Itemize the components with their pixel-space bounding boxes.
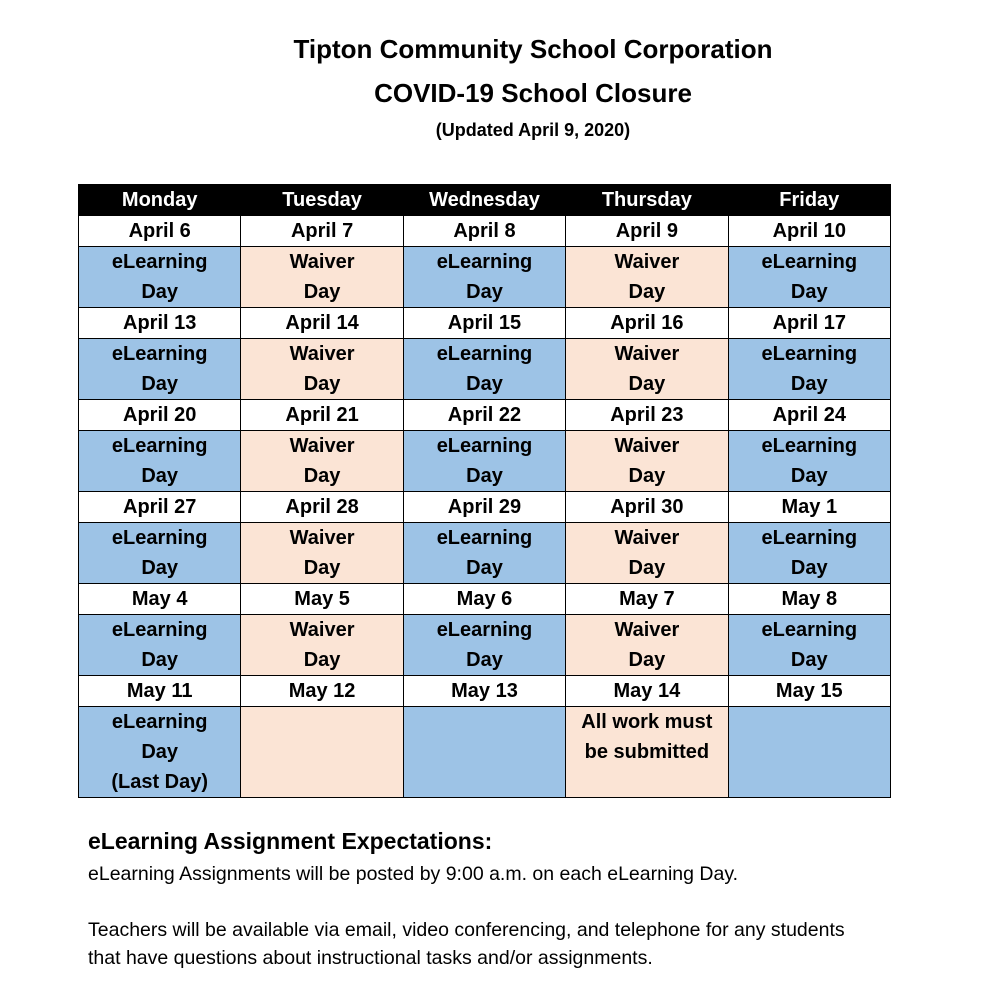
day-type-label: Day bbox=[466, 557, 503, 579]
day-type-label: Day bbox=[141, 741, 179, 763]
elearning-day-cell bbox=[403, 615, 565, 676]
day-type-label: Day bbox=[628, 557, 666, 579]
day-type-label: eLearning bbox=[436, 343, 533, 365]
elearning-day-cell bbox=[728, 707, 890, 798]
day-type-label: eLearning bbox=[111, 251, 208, 273]
elearning-day-cell bbox=[403, 523, 565, 584]
day-type-label: Day bbox=[303, 465, 341, 487]
day-type-label: Waiver bbox=[614, 435, 680, 457]
day-type-row bbox=[79, 339, 891, 400]
day-type-label: eLearning bbox=[436, 619, 533, 641]
day-type-row bbox=[79, 431, 891, 492]
waiver-day-cell bbox=[241, 431, 403, 492]
day-type-label: Day bbox=[141, 281, 179, 303]
date-cell: May 7 bbox=[566, 584, 728, 615]
waiver-day-cell bbox=[566, 339, 728, 400]
date-cell: May 5 bbox=[241, 584, 403, 615]
expectations-title: eLearning Assignment Expectations: bbox=[88, 828, 493, 854]
day-type-label: Day bbox=[141, 373, 179, 395]
day-type-label: Day bbox=[466, 373, 503, 395]
elearning-day-cell bbox=[79, 615, 241, 676]
day-type-label: Day bbox=[303, 373, 341, 395]
expectations-teachers: Teachers will be available via email, video conferencing, and telephone for any students bbox=[88, 919, 845, 941]
day-type-row bbox=[79, 615, 891, 676]
waiver-day-cell bbox=[566, 247, 728, 308]
expectations-posting: eLearning Assignments will be posted by 9:00 a.m. on each eLearning Day. bbox=[88, 863, 739, 885]
date-row bbox=[79, 584, 891, 615]
waiver-day-cell bbox=[241, 523, 403, 584]
date-cell: April 15 bbox=[403, 308, 565, 339]
waiver-day-cell bbox=[241, 247, 403, 308]
waiver-day-cell bbox=[241, 707, 403, 798]
waiver-day-cell bbox=[566, 523, 728, 584]
elearning-day-cell bbox=[728, 431, 890, 492]
day-type-label: eLearning bbox=[111, 711, 208, 733]
closure-calendar bbox=[78, 184, 891, 798]
org-title: Tipton Community School Corporation bbox=[293, 34, 773, 64]
day-type-label: eLearning bbox=[761, 251, 858, 273]
day-type-label: Waiver bbox=[614, 619, 680, 641]
day-header-row bbox=[79, 185, 891, 216]
date-cell: April 13 bbox=[79, 308, 241, 339]
elearning-day-cell bbox=[728, 339, 890, 400]
day-type-label: eLearning bbox=[436, 527, 533, 549]
date-cell: April 28 bbox=[241, 492, 403, 523]
day-type-label: Waiver bbox=[289, 527, 355, 549]
expectations-teachers-cont: that have questions about instructional tasks and/or assignments. bbox=[88, 947, 653, 969]
day-type-label: Day bbox=[790, 465, 828, 487]
day-type-label: eLearning bbox=[761, 343, 858, 365]
day-type-label: eLearning bbox=[436, 251, 533, 273]
elearning-day-cell bbox=[728, 247, 890, 308]
day-type-label: Day bbox=[628, 373, 666, 395]
day-type-label: eLearning bbox=[761, 619, 858, 641]
day-type-label: Day bbox=[466, 281, 503, 303]
date-cell: May 14 bbox=[566, 676, 728, 707]
elearning-day-cell bbox=[403, 707, 565, 798]
day-type-label: eLearning bbox=[111, 343, 208, 365]
day-header-tuesday: Tuesday bbox=[241, 185, 403, 216]
day-header-thursday: Thursday bbox=[566, 185, 728, 216]
day-type-label: Waiver bbox=[614, 527, 680, 549]
day-type-label: Day bbox=[628, 281, 666, 303]
date-row bbox=[79, 400, 891, 431]
day-type-label: Waiver bbox=[289, 619, 355, 641]
closure-title: COVID-19 School Closure bbox=[374, 78, 692, 108]
date-cell: April 21 bbox=[241, 400, 403, 431]
day-type-label: Day bbox=[303, 281, 341, 303]
date-cell: April 23 bbox=[566, 400, 728, 431]
elearning-day-cell bbox=[403, 339, 565, 400]
day-type-label: Day bbox=[790, 649, 828, 671]
day-type-label: Day bbox=[628, 465, 666, 487]
waiver-day-cell bbox=[241, 339, 403, 400]
day-type-label: (Last Day) bbox=[111, 771, 209, 793]
date-cell: May 15 bbox=[728, 676, 890, 707]
date-cell: April 17 bbox=[728, 308, 890, 339]
day-header-friday: Friday bbox=[728, 185, 890, 216]
updated-date: (Updated April 9, 2020) bbox=[435, 120, 631, 140]
waiver-day-cell bbox=[566, 615, 728, 676]
elearning-day-cell bbox=[728, 615, 890, 676]
elearning-day-cell bbox=[403, 431, 565, 492]
date-cell: April 9 bbox=[566, 216, 728, 247]
waiver-day-cell bbox=[566, 707, 728, 798]
day-type-label: Day bbox=[790, 373, 828, 395]
day-type-label: be submitted bbox=[584, 741, 710, 763]
date-cell: April 8 bbox=[403, 216, 565, 247]
day-type-label: Day bbox=[141, 465, 179, 487]
date-cell: April 10 bbox=[728, 216, 890, 247]
day-header-monday: Monday bbox=[79, 185, 241, 216]
date-cell: May 4 bbox=[79, 584, 241, 615]
day-type-label: Day bbox=[303, 649, 341, 671]
day-type-row bbox=[79, 707, 891, 798]
day-type-label: Waiver bbox=[289, 251, 355, 273]
waiver-day-cell bbox=[241, 615, 403, 676]
day-header-wednesday: Wednesday bbox=[403, 185, 565, 216]
day-type-row bbox=[79, 523, 891, 584]
day-type-label: eLearning bbox=[111, 527, 208, 549]
day-type-label: Day bbox=[790, 281, 828, 303]
date-row bbox=[79, 676, 891, 707]
elearning-day-cell bbox=[79, 523, 241, 584]
date-cell: May 13 bbox=[403, 676, 565, 707]
day-type-label: eLearning bbox=[111, 435, 208, 457]
date-row bbox=[79, 492, 891, 523]
day-type-label: eLearning bbox=[761, 435, 858, 457]
date-cell: April 6 bbox=[79, 216, 241, 247]
day-type-label: Day bbox=[141, 649, 179, 671]
date-row bbox=[79, 216, 891, 247]
date-cell: May 11 bbox=[79, 676, 241, 707]
elearning-day-cell bbox=[79, 707, 241, 798]
day-type-label: Day bbox=[790, 557, 828, 579]
date-cell: April 27 bbox=[79, 492, 241, 523]
day-type-label: eLearning bbox=[761, 527, 858, 549]
date-cell: April 7 bbox=[241, 216, 403, 247]
elearning-day-cell bbox=[728, 523, 890, 584]
elearning-day-cell bbox=[79, 247, 241, 308]
calendar-body bbox=[79, 216, 891, 798]
day-type-label: Day bbox=[466, 465, 503, 487]
elearning-day-cell bbox=[79, 339, 241, 400]
day-type-label: eLearning bbox=[111, 619, 208, 641]
day-type-label: Waiver bbox=[614, 343, 680, 365]
date-cell: April 24 bbox=[728, 400, 890, 431]
day-type-label: Waiver bbox=[289, 435, 355, 457]
date-cell: April 20 bbox=[79, 400, 241, 431]
day-type-label: Day bbox=[628, 649, 666, 671]
date-row bbox=[79, 308, 891, 339]
day-type-label: eLearning bbox=[436, 435, 533, 457]
day-type-label: Day bbox=[303, 557, 341, 579]
day-type-label: Waiver bbox=[614, 251, 680, 273]
day-type-label: All work must bbox=[581, 711, 713, 733]
date-cell: May 12 bbox=[241, 676, 403, 707]
date-cell: May 8 bbox=[728, 584, 890, 615]
date-cell: May 1 bbox=[728, 492, 890, 523]
expectations-section bbox=[88, 826, 968, 972]
elearning-day-cell bbox=[79, 431, 241, 492]
date-cell: April 29 bbox=[403, 492, 565, 523]
date-cell: May 6 bbox=[403, 584, 565, 615]
date-cell: April 16 bbox=[566, 308, 728, 339]
day-type-label: Day bbox=[141, 557, 179, 579]
date-cell: April 22 bbox=[403, 400, 565, 431]
date-cell: April 14 bbox=[241, 308, 403, 339]
waiver-day-cell bbox=[566, 431, 728, 492]
date-cell: April 30 bbox=[566, 492, 728, 523]
day-type-label: Waiver bbox=[289, 343, 355, 365]
elearning-day-cell bbox=[403, 247, 565, 308]
day-type-label: Day bbox=[466, 649, 503, 671]
day-type-row bbox=[79, 247, 891, 308]
